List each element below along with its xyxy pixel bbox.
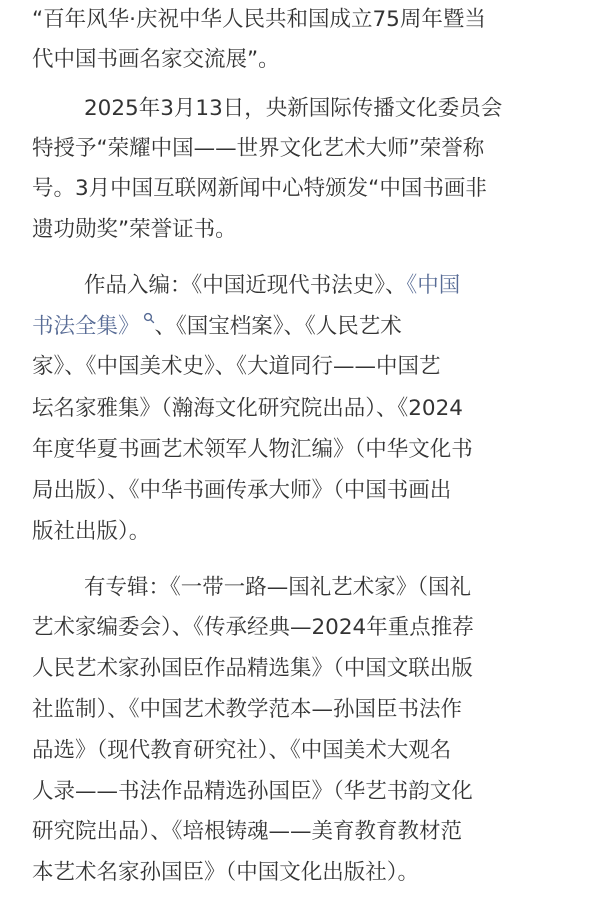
paragraph-4-line-8: 本艺术名家孙国臣》（中国文化出版社）。 [32,860,420,885]
paragraph-3-line-3: 家》、《中国美术史》、《大道同行——中国艺 [32,354,441,379]
book-link-part-2[interactable]: 书法全集》 [32,314,140,339]
paragraph-4-line-6: 人录——书法作品精选孙国臣》（华艺书韵文化 [32,779,473,804]
paragraph-3-line-7: 版社出版）。 [32,519,151,544]
paragraph-4-line-1: 有专辑：《一带一路—国礼艺术家》（国礼 [84,575,472,600]
search-icon[interactable] [143,312,155,324]
book-link-part-1[interactable]: 《中国 [406,273,461,298]
paragraph-1-line-2: 代中国书画名家交流展”。 [32,47,280,72]
paragraph-3-line-5: 年度华夏书画艺术领军人物汇编》（中华文化书 [32,437,473,462]
paragraph-2-line-4: 遗功勋奖”荣誉证书。 [32,217,237,242]
paragraph-2-line-2: 特授予“荣耀中国——世界文化艺术大师”荣誉称 [32,136,485,161]
paragraph-3-line-6: 局出版）、《中华书画传承大师》（中国书画出 [32,478,452,503]
paragraph-3-line-2-text: 、《国宝档案》、《人民艺术 [154,314,402,339]
paragraph-2-line-3: 号。3月中国互联网新闻中心特颁发“中国书画非 [32,176,487,201]
paragraph-1-line-1: “百年风华·庆祝中华人民共和国成立75周年暨当 [32,7,486,32]
paragraph-4-line-3: 人民艺术家孙国臣作品精选集》（中国文联出版 [32,656,473,681]
paragraph-3-line-2 [32,307,572,347]
paragraph-4-line-4: 社监制）、《中国艺术教学范本—孙国臣书法作 [32,697,463,722]
paragraph-3-line-1-text: 作品入编：《中国近现代书法史》、 [84,273,407,298]
paragraph-2-line-1: 2025年3月13日，央新国际传播文化委员会 [84,96,503,121]
paragraph-4-line-2: 艺术家编委会）、《传承经典—2024年重点推荐 [32,615,474,640]
paragraph-4-line-5: 品选》（现代教育研究社）、《中国美术大观名 [32,738,452,763]
paragraph-3-line-1 [84,266,574,306]
paragraph-3-line-4: 坛名家雅集》（瀚海文化研究院出品）、《2024 [32,396,463,421]
paragraph-4-line-7: 研究院出品）、《培根铸魂——美育教育教材范 [32,819,463,844]
